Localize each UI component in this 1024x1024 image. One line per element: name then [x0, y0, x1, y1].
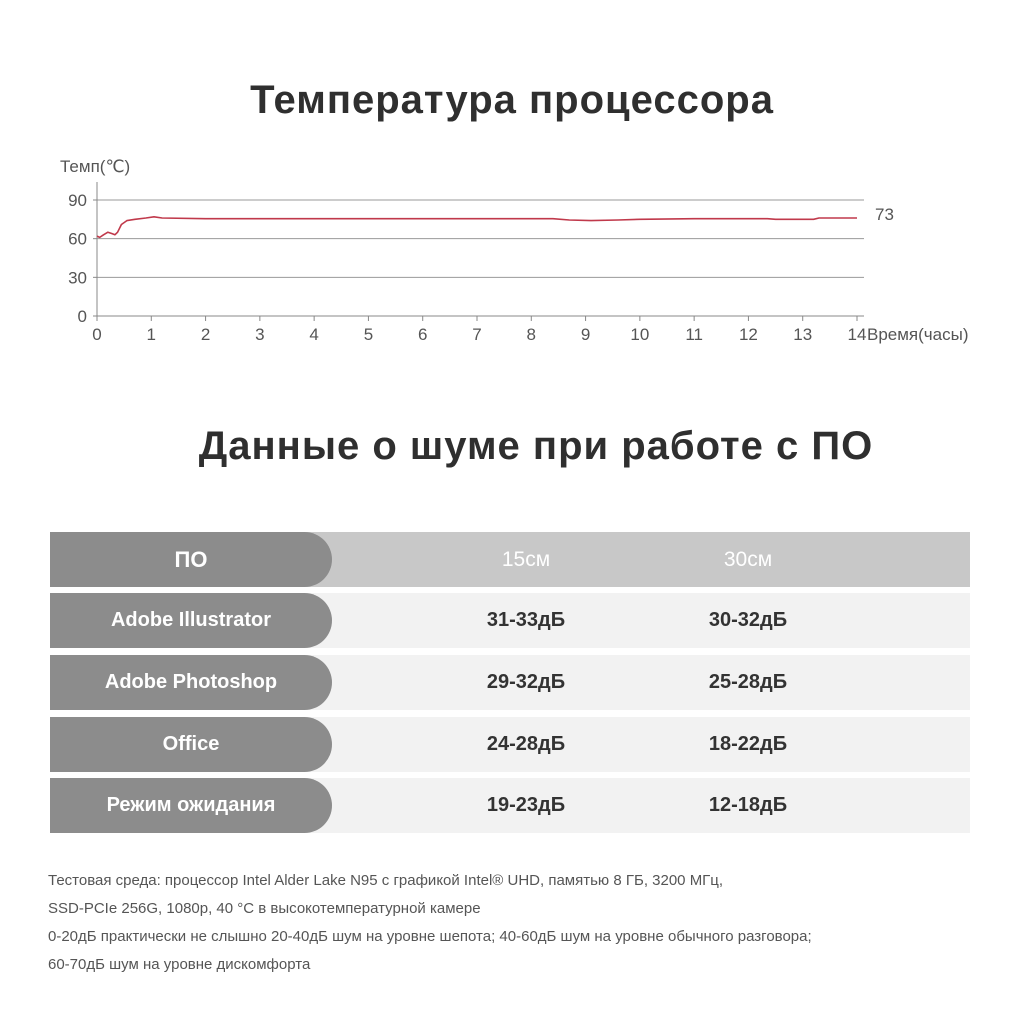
- row-noise-30cm: 18-22дБ: [708, 733, 788, 755]
- x-tick-label: 1: [146, 325, 157, 344]
- x-tick-label: 14: [847, 325, 867, 344]
- x-tick-label: 3: [255, 325, 265, 344]
- row-noise-15cm: 29-32дБ: [486, 671, 566, 693]
- footer-note: SSD-PCIe 256G, 1080p, 40 °C в высокотемпературной камере: [48, 900, 481, 917]
- row-noise-30cm: 12-18дБ: [708, 794, 788, 816]
- table-row: [50, 778, 970, 833]
- row-noise-15cm: 19-23дБ: [486, 794, 566, 816]
- header-30cm: 30см: [723, 547, 773, 571]
- noise-table-title: Данные о шуме при работе с ПО: [198, 424, 874, 468]
- table-row: [50, 655, 970, 710]
- footer-note: Тестовая среда: процессор Intel Alder Lake N95 с графикой Intel® UHD, памятью 8 ГБ, 3200 МГц,: [48, 872, 724, 889]
- x-tick-label: 7: [472, 325, 482, 344]
- x-tick-label: 5: [363, 325, 374, 344]
- row-noise-30cm: 30-32дБ: [708, 609, 788, 631]
- x-tick-label: 6: [417, 325, 428, 344]
- table-row: [50, 593, 970, 648]
- table-row: [50, 717, 970, 772]
- y-tick-label: 0: [77, 307, 87, 326]
- x-tick-label: 10: [630, 325, 650, 344]
- row-software-name: Office: [50, 717, 332, 772]
- header-software: ПО: [50, 532, 332, 587]
- footer-note: 60-70дБ шум на уровне дискомфорта: [48, 956, 311, 973]
- y-axis-label: Темп(℃): [60, 157, 131, 176]
- row-software-name: Adobe Illustrator: [50, 593, 332, 648]
- x-tick-label: 8: [526, 325, 537, 344]
- temperature-chart: [0, 140, 1024, 370]
- y-tick-label: 60: [68, 229, 87, 249]
- row-software-name: Adobe Photoshop: [50, 655, 332, 710]
- row-noise-15cm: 24-28дБ: [486, 733, 566, 755]
- row-noise-30cm: 25-28дБ: [708, 671, 788, 693]
- chart-title: Температура процессора: [250, 78, 774, 122]
- temperature-line: [97, 217, 857, 238]
- x-tick-label: 11: [685, 325, 703, 344]
- x-tick-label: 12: [738, 325, 758, 344]
- x-axis-label: Время(часы): [867, 325, 969, 344]
- row-software-name: Режим ожидания: [50, 778, 332, 833]
- header-15cm: 15см: [501, 547, 551, 571]
- end-value-label: 73: [875, 205, 894, 225]
- x-tick-label: 0: [92, 325, 102, 344]
- y-tick-label: 90: [68, 191, 87, 210]
- x-tick-label: 4: [309, 325, 319, 344]
- x-tick-label: 13: [793, 325, 813, 344]
- footer-note: 0-20дБ практически не слышно 20-40дБ шум на уровне шепота; 40-60дБ шум на уровне обычного разговора;: [48, 928, 812, 945]
- noise-table-header: [50, 532, 970, 587]
- y-tick-label: 30: [68, 268, 87, 288]
- row-noise-15cm: 31-33дБ: [486, 609, 566, 631]
- x-tick-label: 9: [580, 325, 591, 344]
- x-tick-label: 2: [200, 325, 211, 344]
